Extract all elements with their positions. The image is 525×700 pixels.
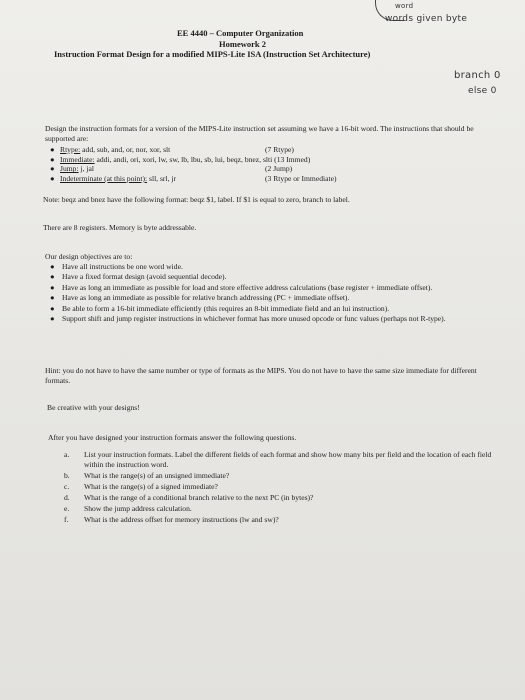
objective-item xyxy=(50,293,497,303)
question-text: What is the range of a conditional branch relative to the next PC (in bytes)? xyxy=(84,492,314,502)
group-ops: addi, andi, ori, xori, lw, sw, lb, lbu, sb, lui, beqz, bnez, slti xyxy=(96,154,273,164)
assignment-title: Instruction Format Design for a modified MIPS-Lite ISA (Instruction Set Architecture) xyxy=(54,49,371,59)
objective-item xyxy=(50,314,497,324)
bullet-icon: ● xyxy=(50,164,55,174)
handwritten-scribble: word xyxy=(395,2,414,10)
group-count: (13 Immed) xyxy=(274,154,311,164)
question-letter: c. xyxy=(64,481,70,491)
instruction-group-indeterminate xyxy=(50,173,480,184)
handwritten-note-branch: branch 0 xyxy=(454,70,501,81)
instruction-group-immediate xyxy=(50,154,480,165)
objective-text: Have as long an immediate as possible for load and store effective address calculations (base register + immediate offset). xyxy=(62,282,433,292)
group-count: (3 Rtype or Immediate) xyxy=(265,173,337,183)
group-ops: add, sub, and, or, nor, xor, slt xyxy=(82,145,171,154)
group-count: (7 Rtype) xyxy=(265,145,294,154)
handwritten-note-else: else 0 xyxy=(468,86,497,96)
question-item xyxy=(64,493,494,503)
group-ops: sll, srl, jr xyxy=(149,173,177,183)
bullet-icon: ● xyxy=(50,282,55,292)
registers-note: There are 8 registers. Memory is byte addressable. xyxy=(43,223,197,232)
group-label: Rtype: xyxy=(60,145,81,154)
branch-note: Note: beqz and bnez have the following format: beqz $1, label. If $1 is equal to zero, branch to label. xyxy=(43,195,350,204)
question-text: List your instruction formats. Label the different fields of each format and show how many bits per field and the location of each field within the instruction word. xyxy=(84,450,492,469)
bullet-icon: ● xyxy=(50,314,55,324)
objective-item xyxy=(50,303,497,313)
objective-item xyxy=(50,282,497,292)
question-letter: d. xyxy=(64,492,70,502)
group-label: Immediate: xyxy=(60,154,95,164)
instruction-group-rtype xyxy=(50,145,480,155)
question-item xyxy=(64,515,494,525)
question-item xyxy=(64,482,494,492)
homework-label: Homework 2 xyxy=(219,38,266,49)
question-item xyxy=(64,504,494,514)
objective-text: Have a fixed format design (avoid sequential decode). xyxy=(62,272,227,282)
question-item xyxy=(64,471,494,481)
objective-text: Be able to form a 16-bit immediate efficiently (this requires an 8-bit immediate field and an lui instruction). xyxy=(62,303,390,313)
question-text: Show the jump address calculation. xyxy=(84,503,192,513)
objectives-intro: Our design objectives are to: xyxy=(45,252,133,261)
group-label: Jump: xyxy=(60,164,79,174)
instruction-group-jump xyxy=(50,164,480,174)
group-count: (2 Jump) xyxy=(265,164,293,174)
objectives-list xyxy=(50,262,497,324)
questions-list xyxy=(64,450,494,526)
objective-item xyxy=(50,272,497,282)
group-label: Indeterminate (at this point): xyxy=(60,173,148,183)
instruction-list xyxy=(50,145,480,183)
objective-text: Have as long an immediate as possible for relative branch addressing (PC + immediate offset). xyxy=(62,293,350,303)
question-letter: a. xyxy=(64,450,70,459)
objective-text: Support shift and jump register instructions in whichever format has more unused opcode or func values (perhaps not R-type). xyxy=(62,314,446,324)
question-item xyxy=(64,450,494,469)
group-ops: j, jal xyxy=(80,164,94,174)
question-text: What is the range(s) of an unsigned immediate? xyxy=(84,470,230,480)
bullet-icon: ● xyxy=(50,262,55,271)
handwritten-note-top: words given byte xyxy=(385,14,468,24)
objective-text: Have all instructions be one word wide. xyxy=(62,262,183,271)
design-intro: Design the instruction formats for a version of the MIPS-Lite instruction set assuming we have a 16-bit word. The instructions that should be supported are: xyxy=(45,124,474,143)
bullet-icon: ● xyxy=(50,303,55,313)
question-text: What is the address offset for memory instructions (lw and sw)? xyxy=(84,514,279,524)
question-text: What is the range(s) of a signed immediate? xyxy=(84,481,218,491)
course-title: EE 4440 – Computer Organization xyxy=(177,28,304,38)
question-letter: e. xyxy=(64,503,70,513)
creative-text: Be creative with your designs! xyxy=(47,403,140,412)
bullet-icon: ● xyxy=(50,293,55,303)
bullet-icon: ● xyxy=(50,272,55,282)
bullet-icon: ● xyxy=(50,173,55,183)
hint-text: Hint: you do not have to have the same number or type of formats as the MIPS. You do not have to have the same size immediate for different formats. xyxy=(45,366,477,385)
questions-intro: After you have designed your instruction formats answer the following questions. xyxy=(48,433,297,442)
document-header xyxy=(52,28,472,60)
objective-item xyxy=(50,262,497,271)
question-letter: b. xyxy=(64,470,70,480)
question-letter: f. xyxy=(64,514,69,524)
bullet-icon: ● xyxy=(50,154,55,164)
bullet-icon: ● xyxy=(50,145,55,154)
